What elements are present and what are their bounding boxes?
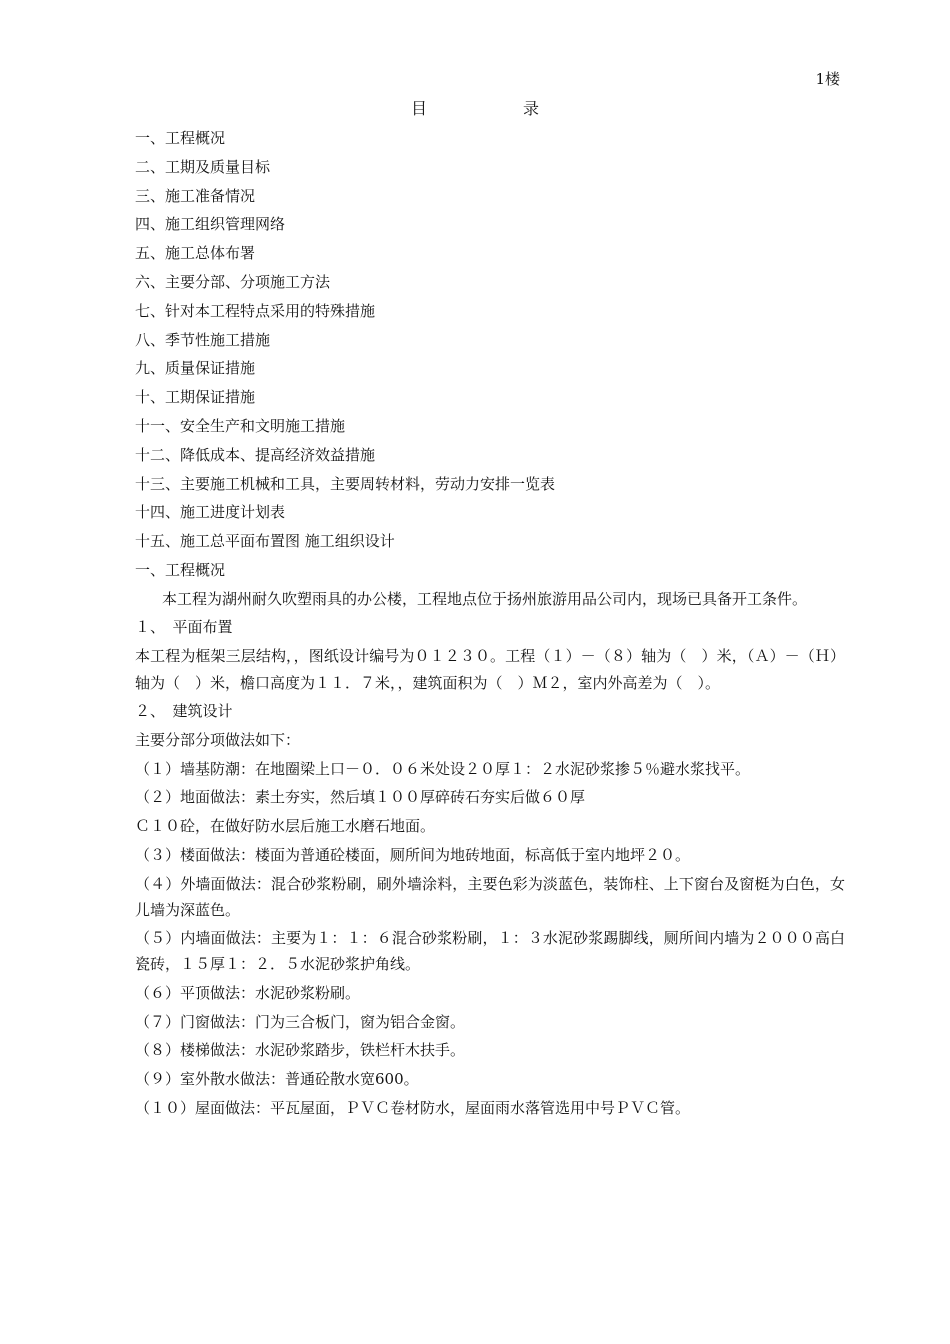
subsection-heading: ２、 建筑设计 — [135, 702, 233, 721]
toc-title — [0, 96, 950, 119]
toc-item: 五、施工总体布署 — [135, 244, 256, 263]
intro-paragraph: 本工程为湖州耐久吹塑雨具的办公楼，工程地点位于扬州旅游用品公司内，现场已具备开工条件。 — [162, 589, 808, 608]
toc-item: 十、工期保证措施 — [135, 388, 256, 407]
list-item: （７）门窗做法：门为三合板门，窗为铝合金窗。 — [135, 1012, 466, 1031]
toc-item: 十四、施工进度计划表 — [135, 503, 286, 522]
toc-item: 三、施工准备情况 — [135, 186, 256, 205]
toc-item: 十二、降低成本、提高经济效益措施 — [135, 445, 376, 464]
toc-item: 四、施工组织管理网络 — [135, 215, 286, 234]
list-item: （１０）屋面做法：平瓦屋面，ＰＶＣ卷材防水，屋面雨水落管选用中号ＰＶＣ管。 — [135, 1099, 691, 1118]
list-item: （９）室外散水做法：普通砼散水宽600。 — [135, 1070, 419, 1089]
list-item: （８）楼梯做法：水泥砂浆踏步，铁栏杆木扶手。 — [135, 1041, 466, 1060]
document-content — [135, 124, 845, 1123]
toc-item: 六、主要分部、分项施工方法 — [135, 272, 331, 291]
toc-item: 二、工期及质量目标 — [135, 157, 271, 176]
toc-item: 十一、安全生产和文明施工措施 — [135, 416, 346, 435]
subsection-heading: １、 平面布置 — [135, 618, 233, 637]
toc-item: 十三、主要施工机械和工具，主要周转材料，劳动力安排一览表 — [135, 474, 556, 493]
list-item: （３）楼面做法：楼面为普通砼楼面，厕所间为地砖地面，标高低于室内地坪２０。 — [135, 846, 691, 865]
list-item: （６）平顶做法：水泥砂浆粉刷。 — [135, 983, 361, 1002]
list-item: （４）外墙面做法：混合砂浆粉刷，刷外墙涂料，主要色彩为淡蓝色，装饰柱、上下窗台及窗梃为白色，女儿墙为深蓝色。 — [135, 874, 845, 920]
section-heading: 一、工程概况 — [135, 560, 226, 579]
toc-item: 九、质量保证措施 — [135, 359, 256, 378]
list-item: （５）内墙面做法：主要为１：１：６混合砂浆粉刷，１：３水泥砂浆踢脚线，厕所间内墙为２０００高白瓷砖，１５厚１：２．５水泥砂浆护角线。 — [135, 928, 845, 974]
layout-paragraph: 本工程为框架三层结构，，图纸设计编号为０１２３０。工程（１）－（８）轴为（ ）米，（Ａ）－（Ｈ）轴为（ ）米，檐口高度为１１．７米，，建筑面积为（ ）Ｍ２，室内外高差为（ ）。 — [135, 647, 845, 692]
list-intro: 主要分部分项做法如下： — [135, 730, 301, 749]
toc-title-right: 录 — [523, 99, 540, 118]
toc-title-left: 目 — [410, 99, 427, 118]
page-floor-label: 1楼 — [815, 70, 840, 88]
list-item: （１）墙基防潮：在地圈梁上口－０．０６米处设２０厚１：２水泥砂浆掺５％避水浆找平。 — [135, 759, 751, 778]
toc-item: 八、季节性施工措施 — [135, 330, 271, 349]
list-item: Ｃ１０砼，在做好防水层后施工水磨石地面。 — [135, 817, 436, 836]
toc-item: 一、工程概况 — [135, 129, 226, 147]
list-item: （２）地面做法：素土夯实，然后填１００厚碎砖石夯实后做６０厚 — [135, 788, 586, 807]
toc-item: 十五、施工总平面布置图 施工组织设计 — [135, 532, 395, 551]
toc-item: 七、针对本工程特点采用的特殊措施 — [135, 301, 376, 320]
